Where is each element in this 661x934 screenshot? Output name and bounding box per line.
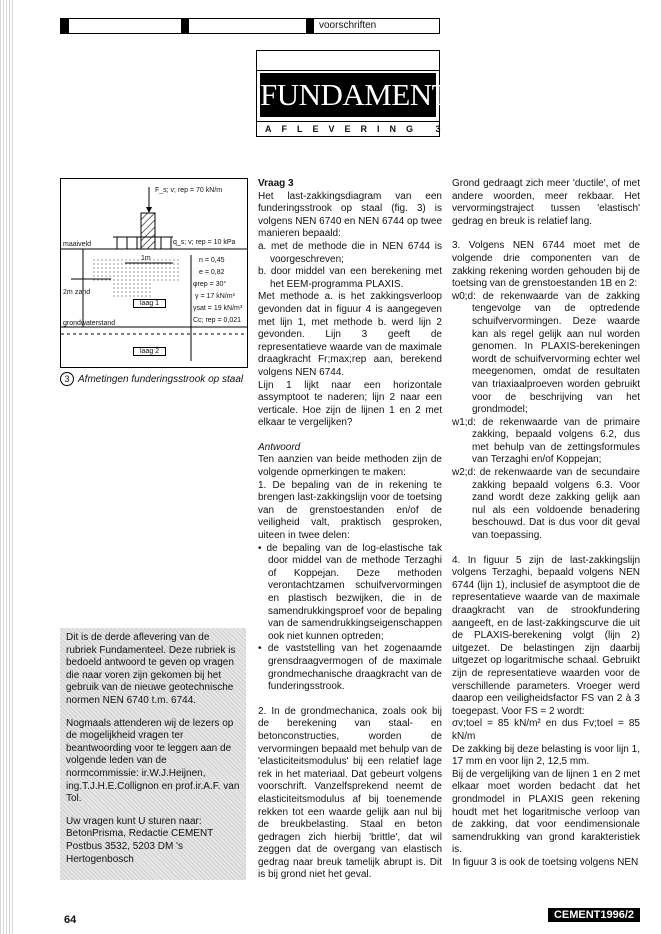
text-column-2 [258, 178, 442, 882]
paragraph: In figuur 3 is ook de toetsing volgens NEN [452, 856, 639, 868]
param-n: n = 0,45 [199, 257, 225, 264]
page-title: FUNDAMENTEEL [260, 73, 436, 117]
paragraph: Met methode a. is het zakkingsverloop gevonden dat in figuur 4 is aangegeven met lijn 1, met methode b. werd lijn 2 gevonden. Lijn 3 geeft de representatieve waarde van de maximale draagkracht Fr;max;rep aan, berekend volgens NEN 6744. [258, 291, 442, 378]
answer-heading: Antwoord [258, 441, 301, 453]
depth-label: 2m [63, 289, 73, 296]
figure-foundation [60, 178, 248, 368]
header-block [61, 19, 69, 33]
bullet-item: • de vaststelling van het zogenaamde grensdraagvermogen of de maximale grondmechanische draagkracht van de funderingsstrook. [258, 643, 442, 693]
param-e: e = 0,82 [199, 269, 225, 276]
header-block [181, 19, 189, 33]
paragraph: Bij de vergelijking van de lijnen 1 en 2 met elkaar moet worden bedacht dat het grondmodel in PLAXIS geen rekening houdt met het logaritmische verloop van de zakking, dat voor eendimensionale samendrukking van grond karakteristiek is. [452, 768, 640, 856]
paragraph: 2. In de grondmechanica, zoals ook bij de berekening van staal- en betonconstructies, worden de vervormingen bepaald met behulp van de 'elasticiteitsmodulus' bij een relatief lage rek in het materiaal. Dat gebeurt volgens voorschrift. Vanzelfsprekend neemt de elasticiteitsmodulus af bij toenemende rekken tot een waarde gelijk aan nul bij de breukbelasting. Staal en beton gedragen zich hierbij 'brittle', dat wil zeggen dat de overgang van elastisch gedrag naar breuk tamelijk abrupt is. Dit is bij grond niet het geval. [258, 705, 443, 881]
paragraph: Het last-zakkingsdiagram van een funderingsstrook op staal (fig. 3) is volgens NEN 6740 en NEN 6744 op twee manieren bepaald: [258, 190, 443, 240]
scan-edge [0, 0, 14, 934]
formula: σv;toel = 85 kN/m² en dus Fv;toel = 85 kN/m [452, 718, 640, 742]
section-header-bar [60, 18, 440, 34]
figure-caption [60, 372, 250, 386]
definition-item: w2;d: de rekenwaarde van de secundaire zakking bepaald volgens 6.3. Voor zand wordt deze zakking gelijk aan nul als een voldoende benadering beschouwd. Dat is dus voor dit geval van toepassing. [452, 467, 640, 542]
paragraph: Grond gedraagt zich meer 'ductile', of met andere woorden, meer rekbaar. Het vervormingstraject tussen 'elastisch' gedrag en breuk is relatief lang. [452, 178, 640, 227]
info-paragraph: Nogmaals attenderen wij de lezers op de mogelijkheid vragen ter beantwoording voor te leggen aan de volgende leden van de normcommissie: ir.W.J.Heijnen, ing.T.J.H.E.Collignon en prof.ir.A.F. van Tol. [66, 717, 240, 805]
header-block [306, 19, 314, 33]
width-label: 1m [141, 255, 151, 262]
figure-caption-text: Afmetingen funderingsstrook op staal [78, 374, 244, 385]
definition-item: w1;d: de rekenwaarde van de primaire zakking, bepaald volgens 6.2, dus met behulp van de zettingsformules van Terzaghi en/of Koppejan; [452, 416, 640, 466]
info-box [60, 628, 246, 880]
paragraph: Lijn 1 lijkt naar een horizontale assymptoot te naderen; lijn 2 naar een verticale. Hoe zijn de lijnen 1 en 2 met elkaar te vergelijken? [258, 379, 442, 429]
param-gamma: γ = 17 kN/m³ [195, 293, 235, 300]
param-phi: φrep = 30° [193, 281, 227, 288]
title-box [256, 50, 506, 137]
journal-label: CEMENT1996/2 [548, 908, 640, 922]
definition-item: w0;d: de rekenwaarde van de zakking tengevolge van de optredende schuifvervormingen. Deze waarde kan als regel gelijk aan nul worden genomen. In PLAXIS-berekeningen wordt de schuifvervorming echter wel meegenomen, omdat de resultaten van triaxiaalproeven worden gebruikt voor de beschrijving van het grondmodel; [452, 290, 640, 416]
figure-number: 3 [60, 372, 74, 386]
laag2-label: laag 2 [133, 347, 166, 356]
text-column-3 [452, 178, 640, 869]
paragraph: 1. De bepaling van de in rekening te brengen last-zakkingslijn voor de toetsing van de grenstoestanden en/of de veiligheid valt, praktisch gesproken, uiteen in twee delen: [258, 479, 442, 542]
paragraph: 4. In figuur 5 zijn de last-zakkingslijn volgens Terzaghi, bepaald volgens NEN 6744 (lijn 1), inclusief de asymptoot die de representatieve waarde van de maximale draagkracht van de strookfundering aangeeft, en de last-zakkingscurve die uit de PLAXIS-berekening volgt (lijn 2) uitgezet. De belastingen zijn daarbij uitgezet op logaritmische schaal. Gebruikt zijn de representatieve waarden voor de verschillende parameters. Vroeger werd daarop een veiligheidsfactor FS van 2 à 3 toegepast. Voor FS = 2 wordt: [452, 554, 640, 717]
list-item: b. door middel van een berekening met het EEM-programma PLAXIS. [258, 266, 442, 290]
surface-load-label: q_s; v; rep = 10 kPa [173, 239, 236, 246]
question-heading: Vraag 3 [258, 178, 294, 189]
page-subtitle: AFLEVERING 3 [257, 121, 439, 136]
groundwater-label: grondwaterstand [63, 320, 116, 327]
paragraph: De zakking bij deze belasting is voor lijn 1, 17 mm en voor lijn 2, 12,5 mm. [452, 743, 640, 768]
page-number: 64 [64, 914, 77, 926]
zand-label: zand [75, 289, 91, 296]
param-cc: Cc; rep = 0,021 [193, 317, 242, 324]
info-address: Uw vragen kunt U sturen naar: BetonPrisma, Redactie CEMENT Postbus 3532, 5203 DM 's Hertogenbosch [66, 815, 214, 865]
maaiveld-label: maaiveld [63, 241, 92, 248]
paragraph: Ten aanzien van beide methoden zijn de volgende opmerkingen te maken: [258, 454, 442, 479]
paragraph: 3. Volgens NEN 6744 moet met de volgende drie componenten van de zakking rekening worden gehouden bij de toetsing van de grenstoestanden 1B en 2: [452, 240, 640, 290]
bullet-item: • de bepaling van de log-elastische tak door middel van de methode Terzaghi of Koppejan. Deze methoden verontachtzamen schuifvervormingen en plastisch bezwijken, die in de samendrukkingsproef voor de bepaling van de samendrukkingseigenschappen ook niet kunnen optreden; [258, 542, 442, 642]
title-top-strip [257, 51, 439, 71]
section-label: voorschriften [319, 20, 377, 31]
laag1-label: laag 1 [133, 299, 166, 308]
list-item: a. met de methode die in NEN 6744 is voorgeschreven; [258, 240, 442, 265]
info-paragraph: Dit is de derde aflevering van de rubriek Fundamenteel. Deze rubriek is bedoeld antwoord te geven op vragen die naar voren zijn gekomen bij het gebruik van de nieuwe geotechnische normen NEN 6740 t.m. 6744. [66, 632, 236, 706]
load-label: F_s; v; rep = 70 kN/m [155, 187, 223, 194]
param-gamma-sat: γsat = 19 kN/m³ [193, 305, 243, 312]
